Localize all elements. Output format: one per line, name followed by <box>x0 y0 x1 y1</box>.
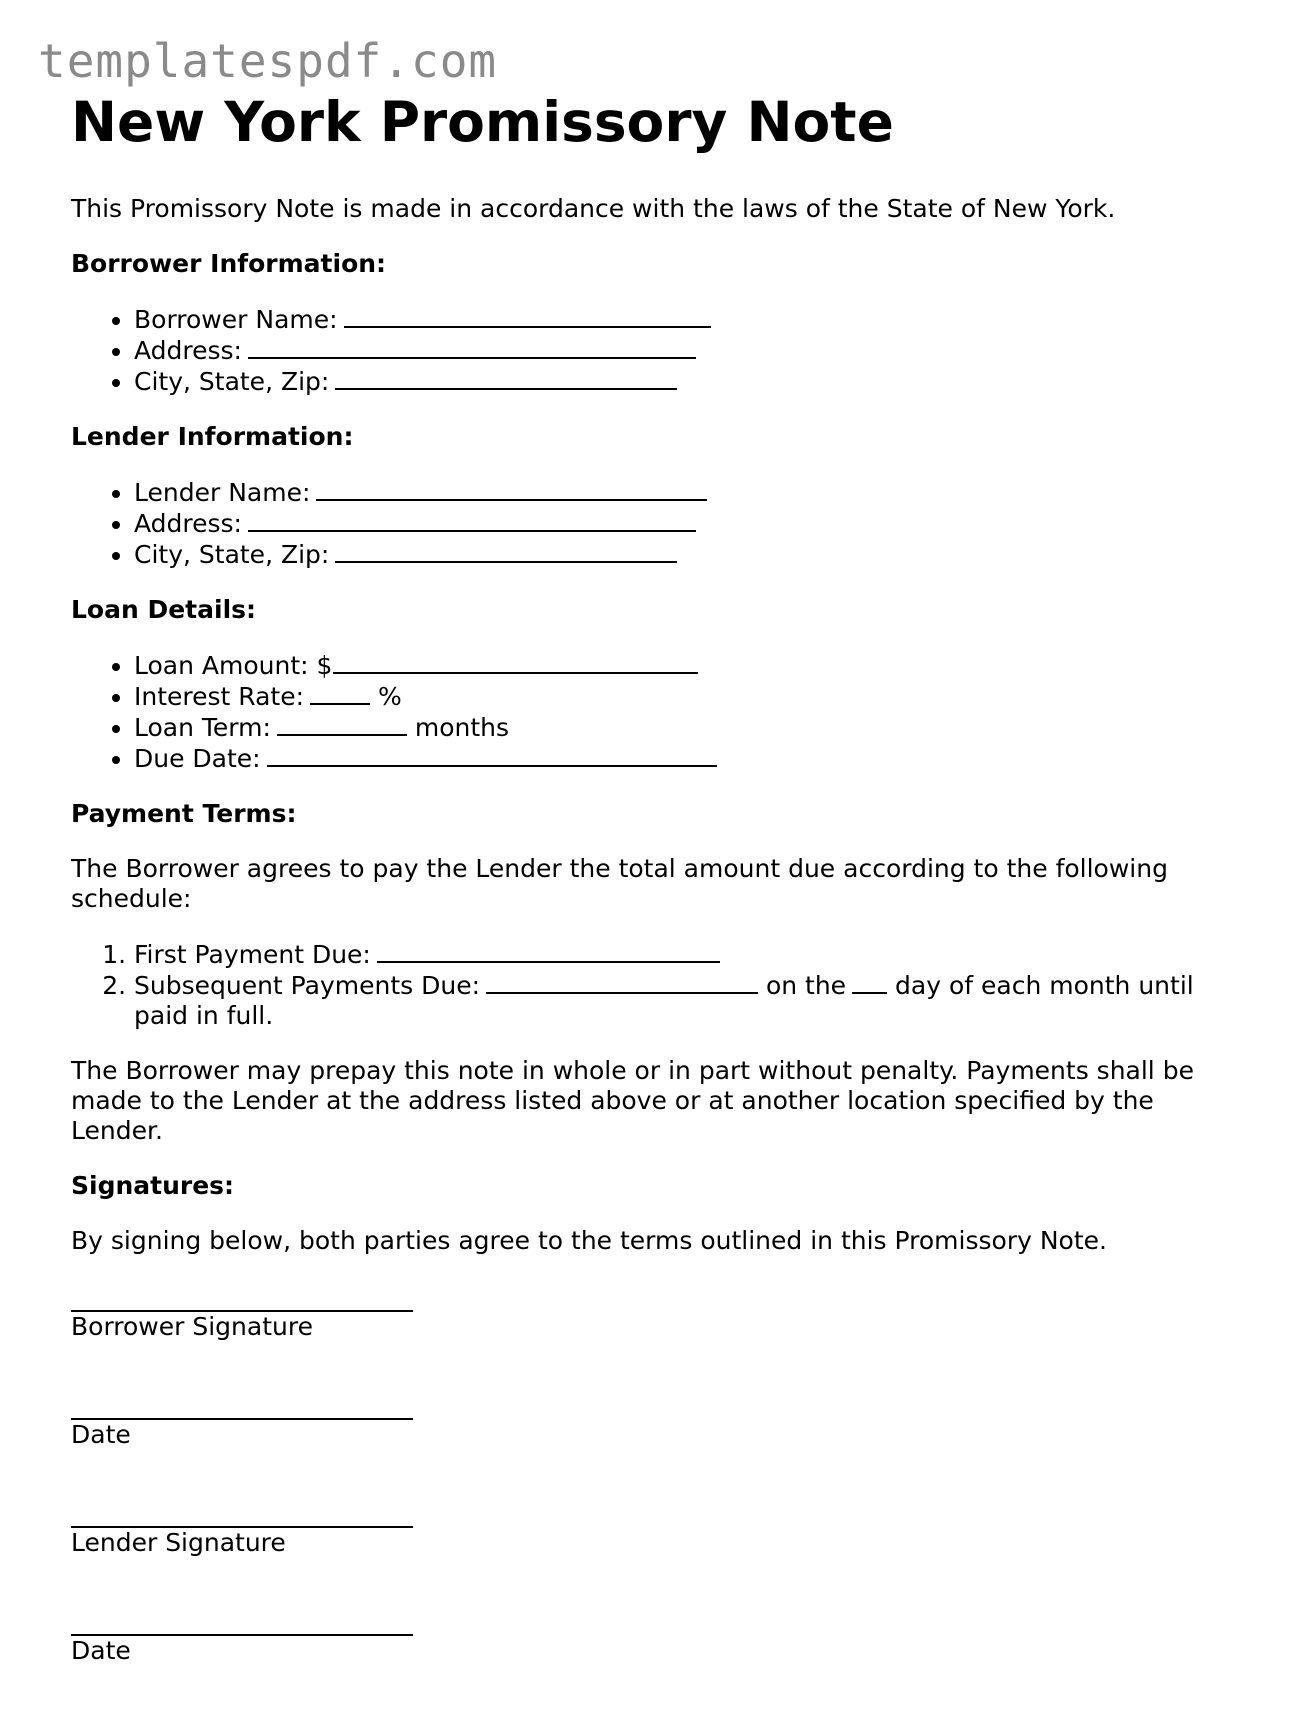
borrower-address-item <box>134 335 1221 366</box>
borrower-date-field <box>71 1392 1221 1450</box>
signature-block <box>71 1284 1221 1666</box>
payment-heading: Payment Terms: <box>71 799 297 828</box>
first-payment-blank[interactable] <box>377 939 720 963</box>
borrower-signature-line[interactable] <box>71 1284 413 1312</box>
prepay-text: The Borrower may prepay this note in whole or in part without penalty. Payments shall be made to the Lender at the address listed above or at another location specified by the Lender. <box>71 1056 1194 1145</box>
borrower-address-label: Address: <box>134 336 242 365</box>
lender-city-item <box>134 539 1221 570</box>
subsequent-payment-label: Subsequent Payments Due: <box>134 971 480 1000</box>
lender-name-blank[interactable] <box>316 477 707 501</box>
borrower-city-item <box>134 366 1221 397</box>
loan-term-item <box>134 712 1221 743</box>
first-payment-item <box>134 939 1221 970</box>
subsequent-payment-blank[interactable] <box>486 970 758 994</box>
lender-city-label: City, State, Zip: <box>134 540 330 569</box>
document-page <box>71 88 1221 1716</box>
watermark: templatespdf.com <box>38 34 498 88</box>
borrower-date-line[interactable] <box>71 1392 413 1420</box>
intro-text: This Promissory Note is made in accordance with the laws of the State of New York. <box>71 194 1116 223</box>
subsequent-end: day of each month until paid in full. <box>134 971 1194 1030</box>
due-date-item <box>134 743 1221 774</box>
lender-address-label: Address: <box>134 509 242 538</box>
loan-amount-label: Loan Amount: $ <box>134 651 333 680</box>
lender-date-label: Date <box>71 1636 131 1665</box>
loan-list <box>71 650 1221 774</box>
lender-date-line[interactable] <box>71 1608 413 1636</box>
loan-term-suffix: months <box>414 713 510 742</box>
signatures-intro: By signing below, both parties agree to the terms outlined in this Promissory Note. <box>71 1226 1107 1255</box>
signatures-heading: Signatures: <box>71 1171 235 1200</box>
subsequent-on-the: on the <box>765 971 847 1000</box>
borrower-name-blank[interactable] <box>344 304 711 328</box>
borrower-signature-label: Borrower Signature <box>71 1312 313 1341</box>
lender-list <box>71 477 1221 570</box>
borrower-date-label: Date <box>71 1420 131 1449</box>
due-date-label: Due Date: <box>134 744 261 773</box>
loan-amount-item <box>134 650 1221 681</box>
payment-day-blank[interactable] <box>852 970 887 994</box>
loan-term-label: Loan Term: <box>134 713 271 742</box>
lender-address-blank[interactable] <box>248 508 696 532</box>
interest-rate-label: Interest Rate: <box>134 682 305 711</box>
lender-address-item <box>134 508 1221 539</box>
loan-amount-blank[interactable] <box>333 650 698 674</box>
borrower-city-blank[interactable] <box>335 366 677 390</box>
borrower-name-item <box>134 304 1221 335</box>
borrower-heading: Borrower Information: <box>71 249 387 278</box>
lender-heading: Lender Information: <box>71 422 354 451</box>
interest-rate-suffix: % <box>378 682 402 711</box>
lender-city-blank[interactable] <box>335 539 677 563</box>
lender-signature-field <box>71 1500 1221 1558</box>
lender-signature-line[interactable] <box>71 1500 413 1528</box>
borrower-name-label: Borrower Name: <box>134 305 338 334</box>
due-date-blank[interactable] <box>267 743 717 767</box>
lender-signature-label: Lender Signature <box>71 1528 286 1557</box>
loan-term-blank[interactable] <box>277 712 407 736</box>
borrower-city-label: City, State, Zip: <box>134 367 330 396</box>
lender-name-label: Lender Name: <box>134 478 311 507</box>
interest-rate-item <box>134 681 1221 712</box>
lender-date-field <box>71 1608 1221 1666</box>
borrower-list <box>71 304 1221 397</box>
payment-schedule-list <box>71 939 1221 1031</box>
loan-heading: Loan Details: <box>71 595 257 624</box>
borrower-address-blank[interactable] <box>248 335 696 359</box>
page-title: New York Promissory Note <box>71 90 894 154</box>
subsequent-payment-item <box>134 970 1221 1031</box>
first-payment-label: First Payment Due: <box>134 940 371 969</box>
interest-rate-blank[interactable] <box>310 681 370 705</box>
borrower-signature-field <box>71 1284 1221 1342</box>
lender-name-item <box>134 477 1221 508</box>
payment-intro: The Borrower agrees to pay the Lender the total amount due according to the following schedule: <box>71 854 1168 913</box>
